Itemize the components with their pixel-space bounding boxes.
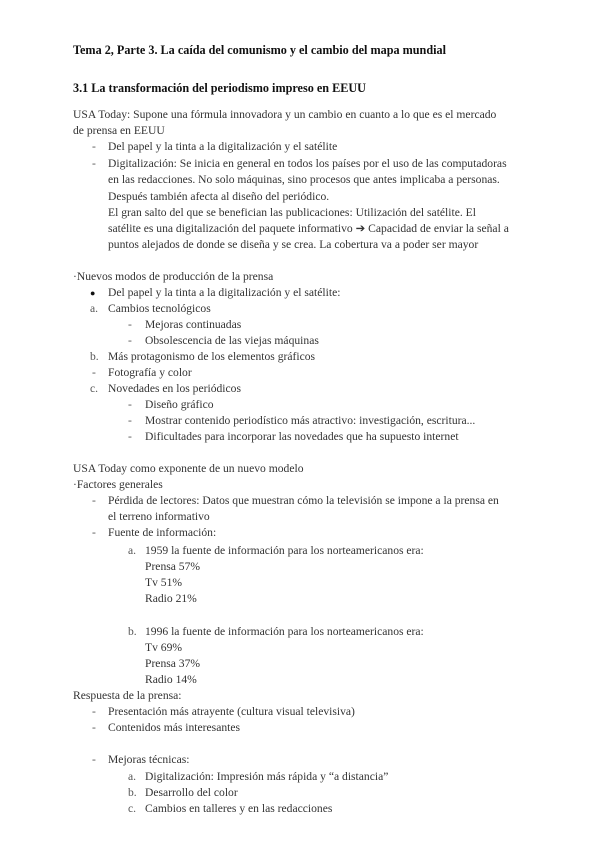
paragraph: de prensa en EEUU: [73, 124, 165, 137]
stat-line: Radio 21%: [145, 592, 197, 605]
subheading: Respuesta de la prensa:: [73, 689, 182, 702]
list-item: Más protagonismo de los elementos gráficos: [108, 350, 316, 363]
dash-marker: -: [128, 398, 132, 411]
dash-marker: -: [128, 334, 132, 347]
dash-marker: -: [92, 753, 96, 766]
dash-marker: -: [92, 494, 96, 507]
list-item: puntos alejados de donde se diseña y se crea. La cobertura va a poder ser mayor: [108, 238, 479, 251]
list-item: Digitalización: Se inicia en general en todos los países por el uso de las computadoras: [108, 157, 507, 170]
letter-marker: a.: [90, 302, 99, 315]
stat-line: Tv 69%: [145, 641, 183, 654]
section-heading: 3.1 La transformación del periodismo impreso en EEUU: [73, 81, 366, 95]
dash-marker: -: [92, 721, 96, 734]
dash-marker: -: [128, 318, 132, 331]
bullet-marker: ●: [90, 288, 96, 298]
letter-marker: a.: [128, 770, 137, 783]
list-item: 1959 la fuente de información para los norteamericanos era:: [145, 544, 424, 557]
list-item: Novedades en los periódicos: [108, 382, 241, 395]
list-item: satélite es una digitalización del paquete informativo ➔ Capacidad de enviar la señal a: [108, 222, 509, 235]
stat-line: Tv 51%: [145, 576, 183, 589]
stat-line: Radio 14%: [145, 673, 197, 686]
list-item: Pérdida de lectores: Datos que muestran cómo la televisión se impone a la prensa en: [108, 494, 499, 507]
dash-marker: -: [92, 366, 96, 379]
list-item: Fotografía y color: [108, 366, 192, 379]
letter-marker: c.: [90, 382, 99, 395]
document-title: Tema 2, Parte 3. La caída del comunismo y el cambio del mapa mundial: [73, 43, 446, 57]
dash-marker: -: [92, 157, 96, 170]
subheading: ·Factores generales: [73, 478, 163, 491]
list-item: Del papel y la tinta a la digitalización y el satélite: [108, 140, 338, 153]
list-item: 1996 la fuente de información para los norteamericanos era:: [145, 625, 424, 638]
list-item: Obsolescencia de las viejas máquinas: [145, 334, 319, 347]
dash-marker: -: [92, 705, 96, 718]
list-item: Digitalización: Impresión más rápida y “a distancia”: [145, 770, 389, 783]
list-item: Presentación más atrayente (cultura visual televisiva): [108, 705, 355, 718]
list-item: Después también afecta al diseño del periódico.: [108, 190, 330, 203]
list-item: Mejoras continuadas: [145, 318, 242, 331]
list-item: Fuente de información:: [108, 526, 217, 539]
subheading: ·Nuevos modos de producción de la prensa: [73, 270, 274, 283]
list-item: El gran salto del que se benefician las publicaciones: Utilización del satélite. El: [108, 206, 476, 219]
stat-line: Prensa 37%: [145, 657, 201, 670]
list-item: Mejoras técnicas:: [108, 753, 190, 766]
list-item: Dificultades para incorporar las novedades que ha supuesto internet: [145, 430, 459, 443]
letter-marker: b.: [90, 350, 99, 363]
list-item: Cambios en talleres y en las redacciones: [145, 802, 333, 815]
letter-marker: a.: [128, 544, 137, 557]
letter-marker: b.: [128, 625, 137, 638]
dash-marker: -: [128, 414, 132, 427]
list-item: Del papel y la tinta a la digitalización y el satélite:: [108, 286, 341, 299]
stat-line: Prensa 57%: [145, 560, 201, 573]
list-item: Mostrar contenido periodístico más atractivo: investigación, escritura...: [145, 414, 476, 427]
subheading: USA Today como exponente de un nuevo modelo: [73, 462, 304, 475]
list-item: Diseño gráfico: [145, 398, 214, 411]
dash-marker: -: [128, 430, 132, 443]
list-item: Contenidos más interesantes: [108, 721, 241, 734]
list-item: el terreno informativo: [108, 510, 210, 523]
dash-marker: -: [92, 140, 96, 153]
list-item: Desarrollo del color: [145, 786, 238, 799]
list-item: Cambios tecnológicos: [108, 302, 211, 315]
letter-marker: b.: [128, 786, 137, 799]
paragraph: USA Today: Supone una fórmula innovadora y un cambio en cuanto a lo que es el mercado: [73, 108, 497, 121]
dash-marker: -: [92, 526, 96, 539]
list-item: en las redacciones. No solo máquinas, sino procesos que antes implicaba a personas.: [108, 173, 500, 186]
letter-marker: c.: [128, 802, 137, 815]
